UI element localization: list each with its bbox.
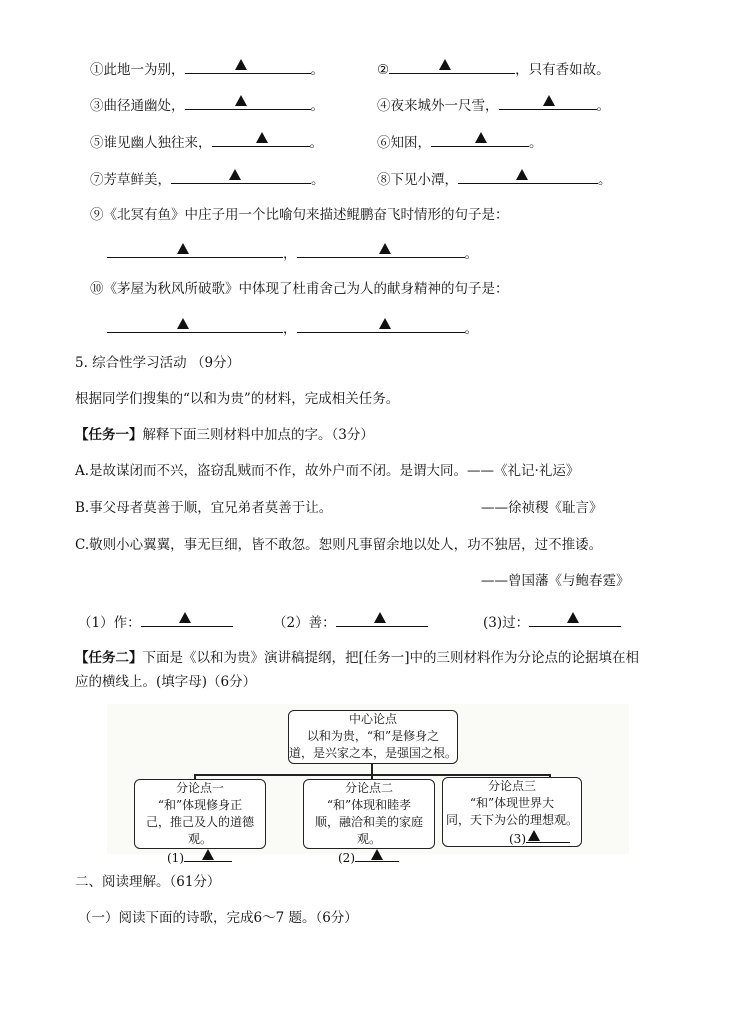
triangle-icon [179,612,191,623]
fill-q2: ② ，只有香如故。 [377,57,610,80]
triangle-icon [374,612,386,623]
triangle-icon [439,59,451,70]
answer-blank-10b[interactable] [297,316,465,333]
triangle-icon [528,830,540,841]
fill-q1: ①此地一为别， 。 [90,57,324,80]
answer-blank-8[interactable] [458,167,598,184]
answer-blank-1[interactable] [185,57,311,74]
answer-blank-t1-3[interactable] [529,610,621,627]
triangle-icon [256,132,268,143]
task2-heading-cont: 应的横线上。(填字母)（6分） [75,674,257,690]
fill-q10: ⑩《茅屋为秋风所破歌》中体现了杜甫舍己为人的献身精神的句子是： [90,281,509,297]
section5-intro: 根据同学们搜集的“以和为贵”的材料，完成相关任务。 [75,391,400,407]
answer-blank-2[interactable] [389,57,515,74]
material-c: C.敬则小心翼翼，事无巨细，皆不敢忽。恕则凡事留余地以处人，功不独居，过不推诿。 [75,537,603,553]
triangle-icon [379,243,391,254]
fill-q5: ⑤谁见幽人独往来， 。 [90,130,323,153]
triangle-icon [229,169,241,180]
outline-diagram [107,704,629,865]
section5-title: 5. 综合性学习活动 （9分） [75,355,241,371]
answer-blank-t1-2[interactable] [336,610,428,627]
answer-blank-9b[interactable] [297,241,465,258]
answer-blank-d1[interactable] [184,848,232,862]
material-b: B.事父母者莫善于顺，宜兄弟者莫善于让。 [75,500,333,516]
section2-title: 二、阅读理解。（61分） [75,874,221,890]
task1-answer-2: （2）善： [273,610,428,633]
sub-point-2-box: 分论点二 “和”体现和睦孝 顺，融洽和美的家庭观。 (2) [303,779,435,849]
task1-answer-1: （1）作： [78,610,233,633]
triangle-icon [371,849,383,860]
triangle-icon [379,318,391,329]
triangle-icon [235,95,247,106]
answer-blank-9a[interactable] [107,241,283,258]
center-thesis-box: 中心论点 以和为贵，“和”是修身之 道，是兴家之本，是强国之根。 [288,710,458,764]
sub-point-3-box: 分论点三 “和”体现世界大 同，天下为公的理想观。 (3) [442,777,582,847]
material-c-source: ——曾国藩《与鲍春霆》 [481,573,630,589]
triangle-icon [177,318,189,329]
answer-blank-10a[interactable] [107,316,283,333]
fill-q10-answer: ， 。 [107,316,478,339]
triangle-icon [202,849,214,860]
fill-q3: ③曲径通幽处， 。 [90,93,324,116]
answer-blank-7[interactable] [171,167,311,184]
answer-blank-6[interactable] [431,130,529,147]
fill-q6: ⑥知困， 。 [377,130,543,153]
triangle-icon [567,612,579,623]
fill-q7: ⑦芳草鲜美， 。 [90,167,325,190]
sub-point-1-box: 分论点一 “和”体现修身正 己，推己及人的道德观。 (1) [134,779,266,849]
task1-answer-3: (3)过： [483,610,621,633]
material-b-source: ——徐祯稷《耻言》 [481,500,603,516]
answer-blank-5[interactable] [212,130,310,147]
triangle-icon [475,132,487,143]
fill-q9-answer: ， 。 [107,241,478,264]
answer-blank-d3[interactable] [526,829,570,843]
triangle-icon [516,169,528,180]
answer-blank-d2[interactable] [355,848,399,862]
section2-subtitle: （一）阅读下面的诗歌，完成6～7 题。（6分） [78,910,358,926]
answer-blank-3[interactable] [185,93,311,110]
triangle-icon [235,59,247,70]
answer-blank-t1-1[interactable] [141,610,233,627]
fill-q4: ④夜来城外一尺雪， 。 [377,93,610,116]
triangle-icon [543,95,555,106]
task2-heading: 【任务二】下面是《以和为贵》演讲稿提纲，把[任务一]中的三则材料作为分论点的论据填在相 [75,650,640,666]
triangle-icon [177,243,189,254]
task1-heading: 【任务一】解释下面三则材料中加点的字。（3分） [75,427,374,443]
fill-q9: ⑨《北冥有鱼》中庄子用一个比喻句来描述鲲鹏奋飞时情形的句子是： [90,207,509,223]
fill-q8: ⑧下见小潭， 。 [377,167,612,190]
material-a: A.是故谋闭而不兴，盗窃乱贼而不作，故外户而不闭。是谓大同。——《礼记·礼运》 [75,463,580,479]
answer-blank-4[interactable] [499,93,597,110]
